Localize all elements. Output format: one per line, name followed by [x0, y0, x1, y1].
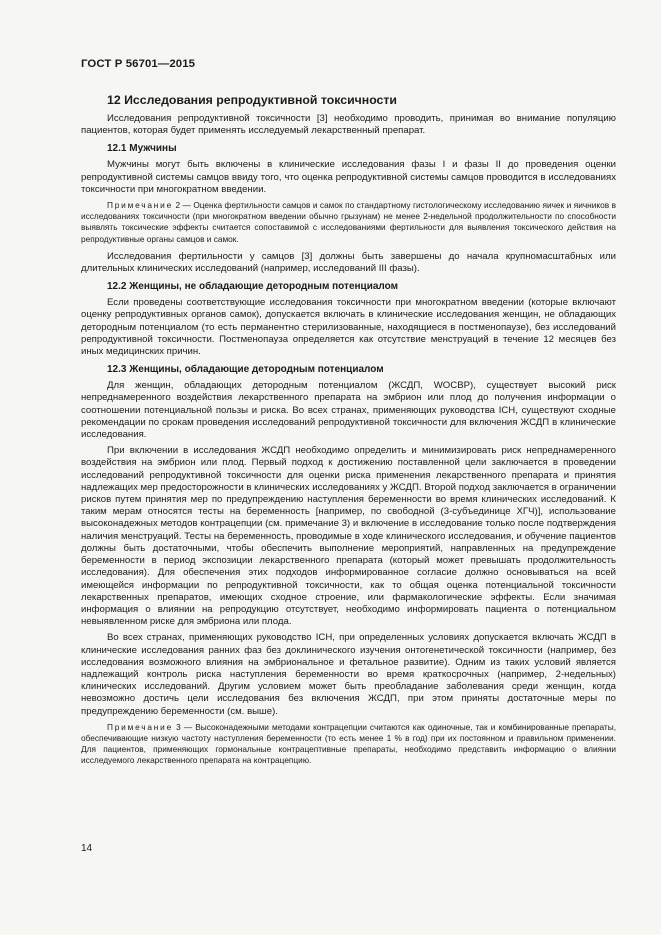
note-3: [81, 722, 616, 767]
intro-paragraph: Исследования репродуктивной токсичности [3] необходимо проводить, принимая во внимание популяцию пациентов, которая будет применять исследуемый лекарственный препарат.: [81, 113, 616, 137]
women-non-childbearing-paragraph: Если проведены соответствующие исследования токсичности при многократном введении (которые включают оценку репродуктивных органов самок), допускается включать в клинические исследования женщин, не обладающих детородным потенциалом (то есть перманентно стерилизованные, находящиеся в постменопаузе), без исследований репродуктивной токсичности. Постменопауза определяется как отсутствие менструаций в течение 12 месяцев без иных медицинских причин.: [81, 297, 616, 358]
note-3-text: 3 — Высоконадежными методами контрацепции считаются как одиночные, так и комбинированные препараты, обеспечивающие низкую частоту наступления беременности (то есть менее 1 % в год) при их постоянном и правильном применении. Для пациентов, применяющих гормональные контрацептивные препараты, необходимо представить информацию о влиянии исследуемого лекарственного препарата на контрацепцию.: [81, 721, 616, 766]
section-title: 12 Исследования репродуктивной токсичности: [107, 93, 397, 107]
subsection-title-women-childbearing: 12.3 Женщины, обладающие детородным потенциалом: [107, 364, 384, 376]
men-paragraph-2: Исследования фертильности у самцов [3] должны быть завершены до начала крупномасштабных или длительных клинических исследований (например, исследований III фазы).: [81, 250, 616, 275]
women-childbearing-paragraph-3: Во всех странах, применяющих руководство ICH, при определенных условиях допускается включать ЖСДП в клинические исследования ранних фаз без доклинического изучения онтогенетической токсичности (например, без исследования возможного влияния на эмбриональное и фетальное развитие). Одним из таких условий является надлежащий контроль риска наступления беременности во время краткосрочных (например, 2-недельных) клинических исследований. Другим условием может быть преобладание заболевания среди женщин, когда невозможно достичь цели исследования без включения ЖСДП, при этом приняты достаточные меры по предупреждению беременности (см. выше).: [81, 632, 616, 717]
note-2-text: 2 — Оценка фертильности самцов и самок по стандартному гистологическому исследованию яичек и яичников в исследованиях токсичности (при многократном введении обычно грызунам) не менее 2-недельной продолжительности по способности выявлять токсические эффекты считается сопоставимой с исследованиями фертильности для выявления токсического действия на репродуктивные органы самцов и самок.: [81, 200, 616, 244]
standard-header: ГОСТ Р 56701—2015: [81, 58, 196, 70]
note-2: [81, 200, 616, 245]
women-childbearing-paragraph-1: Для женщин, обладающих детородным потенциалом (ЖСДП, WOCBP), существует высокий риск непреднамеренного воздействия лекарственного препарата на эмбрион или плод до получения информации о соотношении потенциальной пользы и риска. Во всех странах, применяющих руководства ICH, существуют сходные рекомендации по срокам проведения исследований репродуктивной токсичности для включения ЖСДП в клинические исследования.: [81, 380, 616, 441]
page-number: 14: [81, 843, 93, 854]
subsection-title-women-non-childbearing: 12.2 Женщины, не обладающие детородным потенциалом: [107, 281, 398, 293]
note-2-label: Примечание: [107, 200, 174, 211]
men-paragraph-1: Мужчины могут быть включены в клинические исследования фазы I и фазы II до проведения оценки репродуктивной системы самцов ввиду того, что оценка репродуктивной системы самцов проводится в исследованиях токсичности при многократном введении.: [81, 159, 616, 195]
document-body: [81, 92, 616, 773]
women-childbearing-paragraph-2: При включении в исследования ЖСДП необходимо определить и минимизировать риск непреднамеренного воздействия на эмбрион или плод. Первый подход к достижению поставленной цели заключается в проведении исследований репродуктивной токсичности для оценки риска применения лекарственного препарата и принятия надлежащих мер предосторожности в клинических исследованиях у ЖСДП. Второй подход заключается в ограничении рисков путем принятия мер по предупреждению наступления беременности во время клинических исследований. К таким мерам относятся тесты на беременность [например, по свободной (3-субъединице ХГЧ)], использование высоконадежных методов контрацепции (см. примечание 3) и включение в исследование только после подтверждения наличия менструаций. Тесты на беременность, проводимые в ходе клинического исследования, и обучение пациентов должны быть достаточными, чтобы обеспечить выполнение мероприятий, направленных на предупреждение беременности в период экспозиции лекарственного препарата (который может превышать продолжительность исследования). Для обеспечения этих подходов информированное согласие должно основываться на всей имеющейся информации по репродуктивной токсичности, как то общая оценка потенциальной токсичности лекарственных препаратов, имеющих сходное строение, или фармакологические эффекты. Если значимая информация о влиянии на репродукцию отсутствует, необходимо информировать пациента о потенциальном невыявленном риске для эмбриона или плода.: [81, 445, 616, 628]
subsection-title-men: 12.1 Мужчины: [107, 143, 177, 155]
note-3-label: Примечание: [107, 721, 174, 732]
